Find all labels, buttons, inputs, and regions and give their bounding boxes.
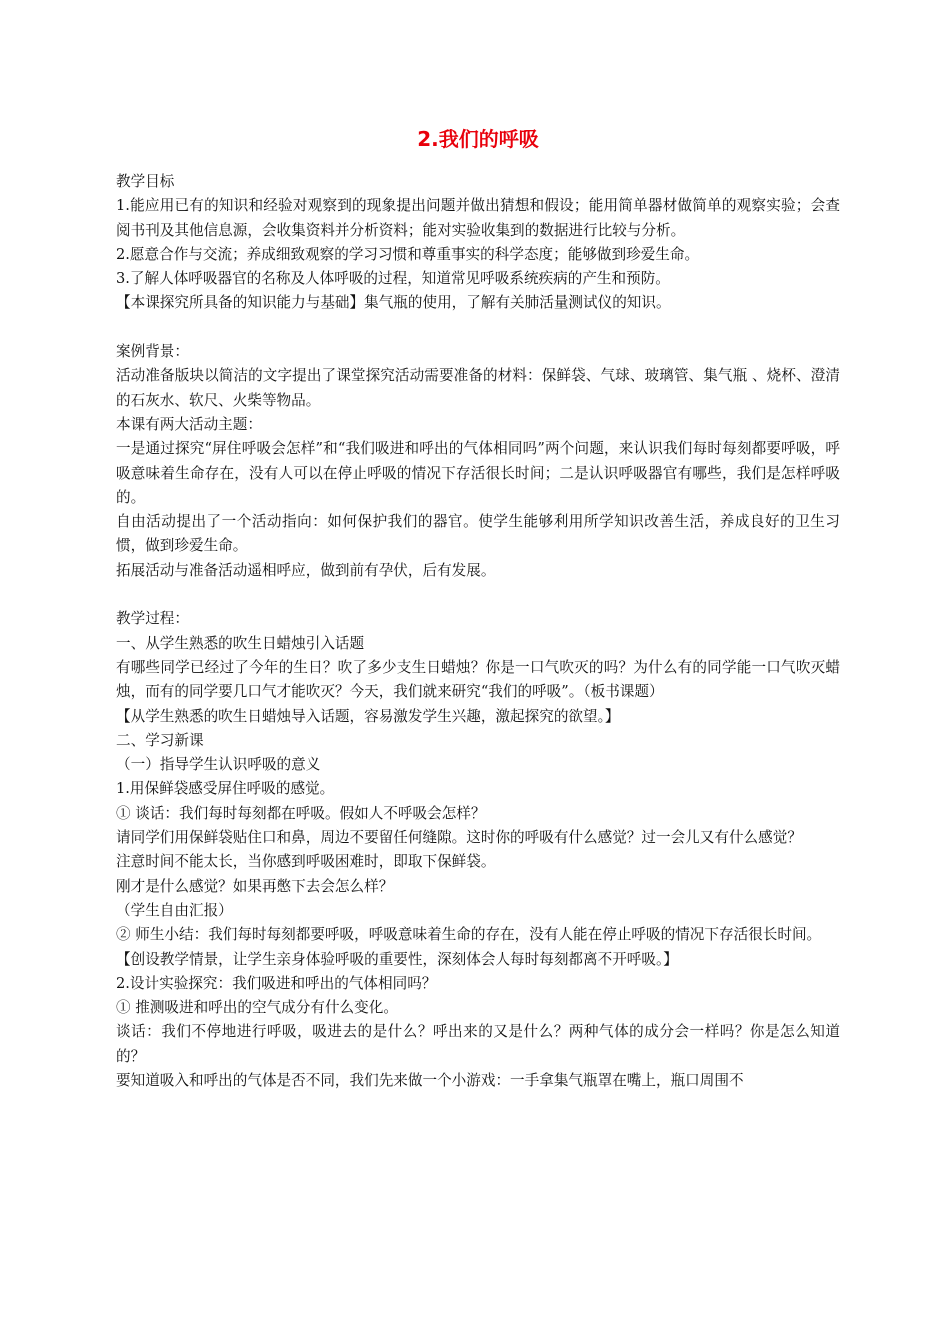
paragraph: 要知道吸入和呼出的气体是否不同，我们先来做一个小游戏：一手拿集气瓶罩在嘴上，瓶口周围不	[116, 1071, 744, 1089]
paragraph: 自由活动提出了一个活动指向：如何保护我们的器官。使学生能够利用所学知识改善生活，养成良好的卫生习惯，做到珍爱生命。	[116, 513, 840, 555]
paragraph: ① 谈话：我们每时每刻都在呼吸。假如人不呼吸会怎样？	[116, 804, 486, 822]
paragraph: 2.设计实验探究：我们吸进和呼出的气体相同吗？	[116, 974, 437, 992]
paragraph: 教学过程：	[116, 610, 189, 628]
paragraph: 1.用保鲜袋感受屏住呼吸的感觉。	[116, 780, 335, 798]
paragraph: 教学目标	[116, 173, 175, 190]
paragraph: 注意时间不能太长，当你感到呼吸困难时，即取下保鲜袋。	[116, 853, 496, 871]
paragraph: 一是通过探究“屏住呼吸会怎样”和“我们吸进和呼出的气体相同吗”两个问题，来认识我们每时每刻都要呼吸，呼吸意味着生命存在，没有人可以在停止呼吸的情况下存活很长时间；二是认识呼吸器官有哪些，我们是怎样呼吸的。	[116, 440, 840, 506]
paragraph: （学生自由汇报）	[116, 901, 233, 919]
paragraph: ① 推测吸进和呼出的空气成分有什么变化。	[116, 999, 398, 1017]
paragraph: （一）指导学生认识呼吸的意义	[116, 756, 321, 774]
paragraph: 拓展活动与准备活动遥相呼应，做到前有孕伏，后有发展。	[116, 561, 496, 579]
paragraph: 一、从学生熟悉的吹生日蜡烛引入话题	[116, 634, 365, 652]
document-body	[116, 170, 840, 1093]
paragraph: ② 师生小结：我们每时每刻都要呼吸，呼吸意味着生命的存在，没有人能在停止呼吸的情况下存活很长时间。	[116, 926, 822, 944]
document-title: 2.我们的呼吸	[417, 127, 539, 151]
paragraph: 二、学习新课	[116, 731, 204, 749]
paragraph: 刚才是什么感觉？如果再憋下去会怎么样？	[116, 877, 394, 895]
paragraph: 3.了解人体呼吸器官的名称及人体呼吸的过程，知道常见呼吸系统疾病的产生和预防。	[116, 270, 670, 288]
paragraph: 1.能应用已有的知识和经验对观察到的现象提出问题并做出猜想和假设；能用简单器材做简单的观察实验；会查阅书刊及其他信息源，会收集资料并分析资料；能对实验收集到的数据进行比较与分析。	[116, 197, 840, 239]
paragraph: 【本课探究所具备的知识能力与基础】集气瓶的使用，了解有关肺活量测试仪的知识。	[116, 294, 671, 312]
paragraph: 谈话：我们不停地进行呼吸，吸进去的是什么？呼出来的又是什么？两种气体的成分会一样吗？你是怎么知道的？	[116, 1023, 840, 1065]
paragraph: 2.愿意合作与交流；养成细致观察的学习习惯和尊重事实的科学态度；能够做到珍爱生命。	[116, 245, 700, 263]
paragraph: 请同学们用保鲜袋贴住口和鼻，周边不要留任何缝隙。这时你的呼吸有什么感觉？过一会儿又有什么感觉？	[116, 829, 802, 847]
paragraph: 有哪些同学已经过了今年的生日？吹了多少支生日蜡烛？你是一口气吹灭的吗？为什么有的同学能一口气吹灭蜡烛，而有的同学要几口气才能吹灭？今天，我们就来研究“我们的呼吸”。（板书课题）	[116, 658, 840, 701]
paragraph: 【从学生熟悉的吹生日蜡烛导入话题，容易激发学生兴趣，激起探究的欲望。】	[116, 707, 620, 725]
blank-line	[116, 316, 840, 340]
paragraph: 活动准备版块以简洁的文字提出了课堂探究活动需要准备的材料：保鲜袋、气球、玻璃管、集气瓶 、烧杯、澄清的石灰水、软尺、火柴等物品。	[116, 367, 840, 409]
blank-line	[116, 583, 840, 607]
paragraph: 本课有两大活动主题：	[116, 415, 262, 433]
paragraph: 【创设教学情景，让学生亲身体验呼吸的重要性，深刻体会人每时每刻都离不开呼吸。】	[116, 950, 678, 968]
paragraph: 案例背景：	[116, 343, 189, 361]
